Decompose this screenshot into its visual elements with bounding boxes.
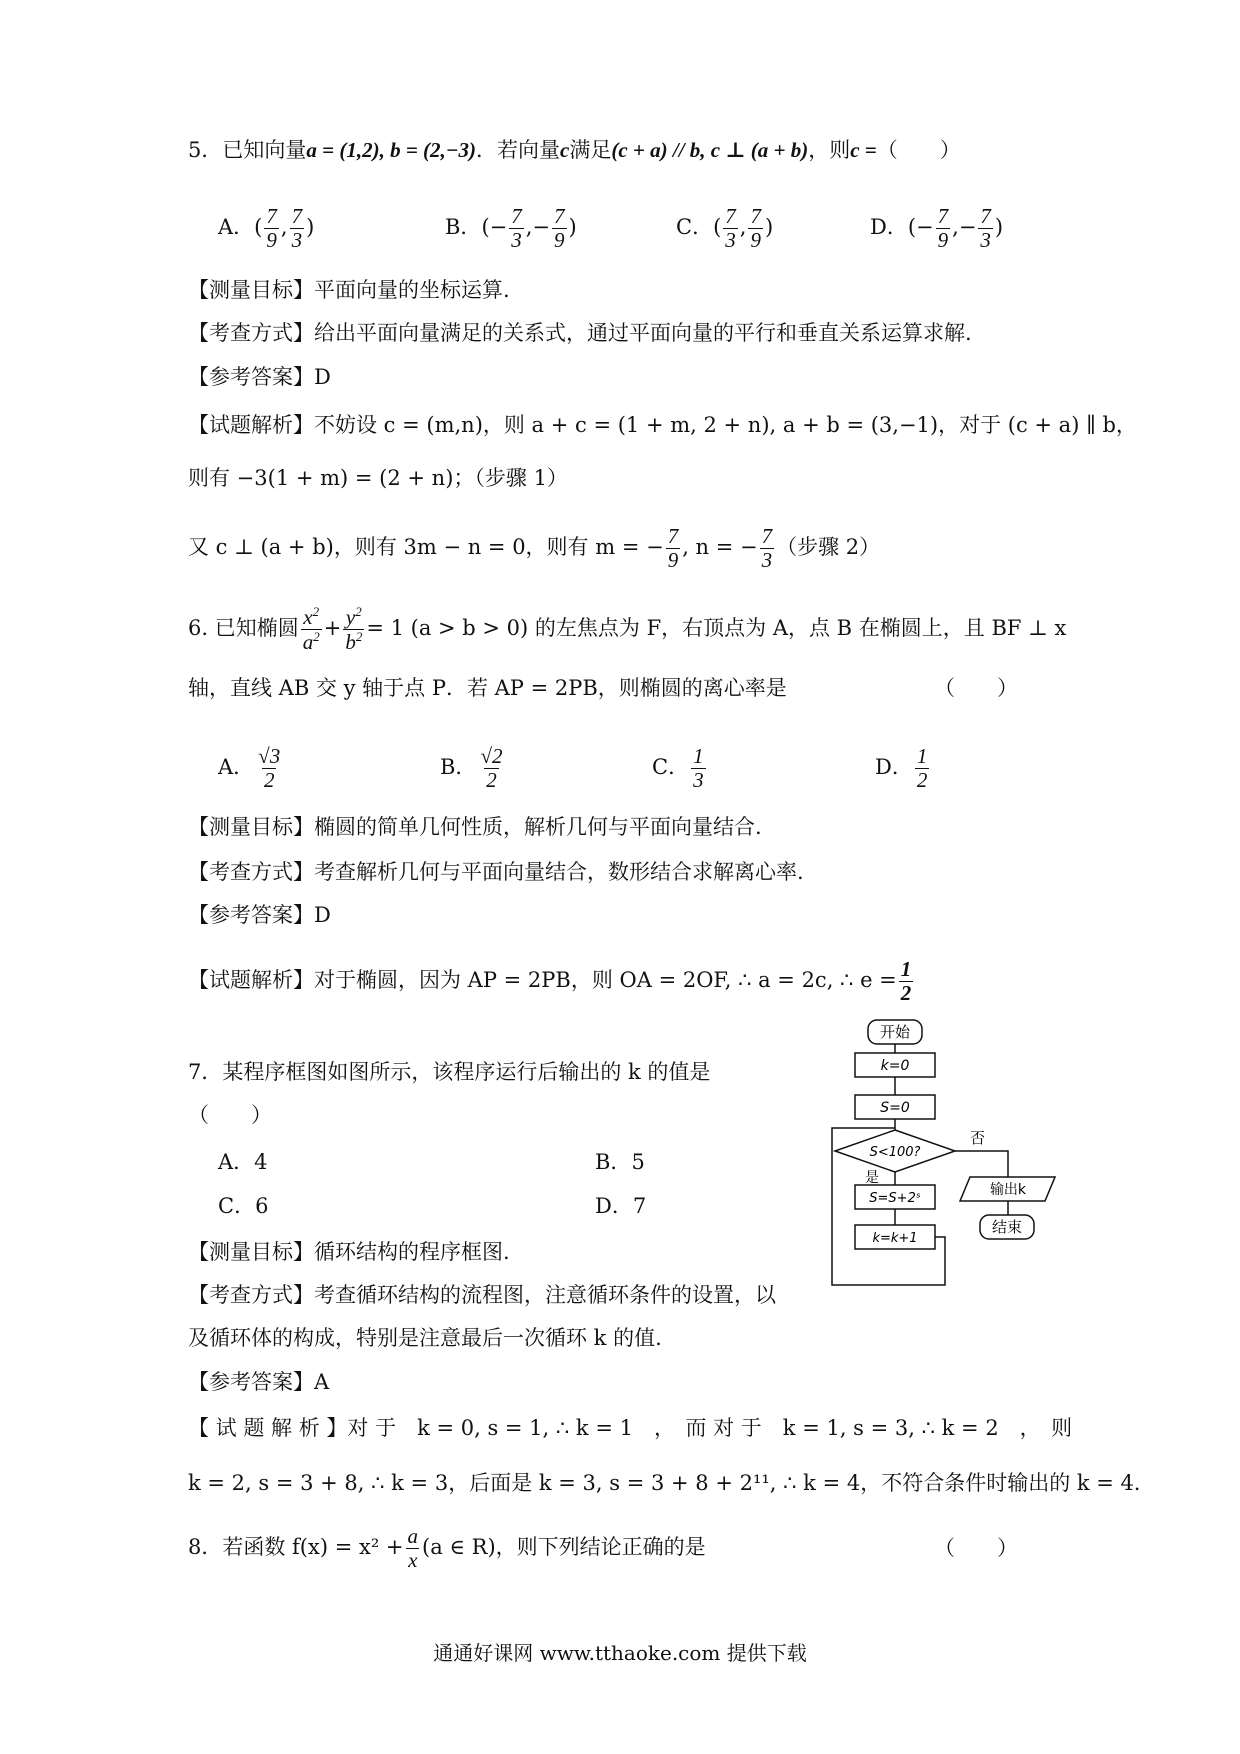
q7-target-tag: 【测量目标】 — [188, 1240, 314, 1264]
q7-method-2 — [188, 1323, 662, 1353]
q6-target — [188, 812, 762, 842]
q5-analysis-3a: 又 c ⊥ (a + b)，则有 3m − n = 0，则有 m = − — [188, 535, 664, 560]
q7-option-a — [218, 1147, 268, 1177]
q5-option-d: D．(− $\frac{7}{9}$ ,− $\frac{7}{3}$ ) — [870, 204, 1004, 253]
q7-target — [188, 1237, 510, 1267]
q5-stem-c: c — [560, 138, 570, 162]
q5-option-d-frac2: $\frac{7}{3}$ — [980, 204, 991, 253]
q7-answer-tag: 【参考答案】 — [188, 1370, 314, 1394]
q6-option-a-label: A． — [218, 755, 255, 780]
q6-option-b — [440, 745, 506, 792]
q5-target-tag: 【测量目标】 — [188, 278, 314, 302]
q6-method-tag: 【考查方式】 — [188, 860, 314, 884]
q5-stem-text-d: 满足 — [569, 138, 612, 162]
q7-option-b-value: 5 — [631, 1150, 645, 1174]
q7-option-c-value: 6 — [255, 1194, 269, 1218]
q5-stem-math: a = (1,2), b = (2,−3) — [306, 138, 477, 162]
q6-frac-y: $\frac{y^2}{b^2}$ — [345, 604, 363, 655]
q7-option-c-label: C． — [218, 1194, 256, 1218]
q5-analysis-2-text: 则有 −3(1 + m) = (2 + n)；（步骤 1） — [188, 466, 568, 490]
q6-answer-text: D — [314, 903, 331, 927]
q5-analysis-frac-m: $\frac{7}{9}$ — [667, 524, 679, 573]
q7-answer-text: A — [314, 1370, 330, 1394]
q8-stem-a: 8．若函数 f(x) = x² + — [188, 1535, 404, 1560]
q5-option-b-frac2: $\frac{7}{9}$ — [554, 204, 565, 253]
q6-stem-1a: 6. 已知椭圆 — [188, 616, 299, 641]
q6-analysis-tag: 【试题解析】 — [188, 968, 314, 993]
q5-option-c-label: C． — [676, 215, 714, 240]
q5-option-c-frac1: $\frac{7}{3}$ — [725, 204, 736, 253]
q7-option-d-label: D． — [595, 1194, 633, 1218]
q5-stem-paren: （ ） — [876, 138, 961, 162]
q7-option-b — [595, 1147, 645, 1177]
q7-method-tag: 【考查方式】 — [188, 1283, 314, 1307]
q7-option-d — [595, 1191, 646, 1221]
q6-stem-1b: = 1 (a > b > 0) 的左焦点为 F，右顶点为 A，点 B 在椭圆上，且 BF ⊥ x — [366, 616, 1067, 641]
q5-option-b: B．(− $\frac{7}{3}$ ,− $\frac{7}{9}$ ) — [445, 204, 577, 253]
q6-method — [188, 857, 804, 887]
q6-option-b-frac — [478, 745, 504, 792]
q5-stem-math3: c = — [850, 138, 877, 162]
q5-stem — [188, 135, 961, 165]
q7-option-c — [218, 1191, 268, 1221]
flow-yes-label: 是 — [865, 1170, 879, 1186]
page-footer: 通通好课网 www.tthaoke.com 提供下载 — [433, 1641, 807, 1665]
q7-option-a-label: A． — [218, 1150, 255, 1174]
q6-target-text: 椭圆的简单几何性质，解析几何与平面向量结合. — [314, 815, 762, 839]
q6-stem-paren: （ ） — [934, 676, 1018, 700]
q7-option-b-label: B． — [595, 1150, 632, 1174]
q6-option-d-den: 2 — [916, 768, 928, 793]
q7-stem-2-text: （ ） — [188, 1103, 272, 1127]
q6-stem-1: 6. 已知椭圆 $\frac{x^2}{a^2}$ + $\frac{y^2}{b^2}$ = 1 (a > b > 0) 的左焦点为 F，右顶点为 A，点 B 在椭圆上，且 BF ⊥ x — [188, 604, 1067, 655]
q8-stem-paren: （ ） — [934, 1536, 1018, 1560]
flow-output-label: 输出k — [989, 1182, 1027, 1198]
q6-option-c-label: C． — [652, 755, 690, 780]
flow-no-line — [955, 1151, 1008, 1177]
q6-option-a-den: 2 — [263, 768, 275, 793]
q7-option-d-value: 7 — [632, 1194, 647, 1218]
q6-stem-2 — [188, 673, 1018, 703]
q6-option-b-num: √2 — [480, 744, 503, 768]
q5-analysis-1-text: 不妨设 c = (m,n)，则 a + c = (1 + m, 2 + n), a + b = (3,−1)，对于 (c + a) ∥ b， — [314, 413, 1137, 437]
q7-method-1-text: 考查循环结构的流程图，注意循环条件的设置，以 — [314, 1283, 776, 1307]
flow-update-s-label: S=S+2ˢ — [869, 1191, 921, 1206]
q7-analysis-tag: 【 试 题 解 析 】 — [188, 1416, 348, 1440]
q5-analysis-3 — [188, 525, 880, 572]
flow-no-label: 否 — [970, 1129, 986, 1147]
q5-method-text: 给出平面向量满足的关系式，通过平面向量的平行和垂直关系运算求解. — [314, 321, 972, 345]
q5-option-b-frac1: $\frac{7}{3}$ — [511, 204, 522, 253]
q5-stem-text-a: 5．已知向量 — [188, 138, 307, 162]
q7-answer — [188, 1367, 329, 1397]
q5-option-a-frac2: $\frac{7}{3}$ — [291, 204, 303, 253]
q6-target-tag: 【测量目标】 — [188, 815, 314, 839]
q7-analysis-2-text: k = 2, s = 3 + 8, ∴ k = 3，后面是 k = 3, s = 3 + 8 + 2¹¹, ∴ k = 4，不符合条件时输出的 k = 4． — [188, 1471, 1155, 1495]
flow-s0-label: S=0 — [880, 1100, 910, 1116]
q6-analysis — [188, 958, 915, 1005]
q5-analysis-frac-n: $\frac{7}{3}$ — [761, 524, 773, 573]
q5-answer — [188, 362, 331, 392]
q7-stem-2 — [188, 1100, 272, 1130]
q5-method — [188, 318, 972, 348]
q7-analysis-2 — [188, 1468, 1155, 1498]
q5-option-a-frac1: $\frac{7}{9}$ — [266, 204, 277, 253]
q5-answer-tag: 【参考答案】 — [188, 365, 314, 389]
q5-analysis-tag: 【试题解析】 — [188, 413, 314, 437]
q7-method-2-text: 及循环体的构成，特别是注意最后一次循环 k 的值. — [188, 1326, 662, 1350]
q5-answer-text: D — [314, 365, 331, 389]
q6-option-d-label: D． — [875, 755, 913, 780]
flow-end-label: 结束 — [991, 1218, 1023, 1236]
q6-option-c-num: 1 — [693, 744, 704, 768]
q6-option-b-den: 2 — [486, 768, 497, 793]
q6-answer-tag: 【参考答案】 — [188, 903, 314, 927]
q6-option-d — [875, 745, 931, 792]
q7-stem-1-text: 7．某程序框图如图所示，该程序运行后输出的 k 的值是 — [188, 1060, 711, 1084]
q7-target-text: 循环结构的程序框图. — [314, 1240, 510, 1264]
q6-answer — [188, 900, 331, 930]
q6-analysis-frac: $\frac{1}{2}$ — [900, 957, 912, 1006]
q7-analysis-1-text: 对 于 k = 0, s = 1, ∴ k = 1 ， 而 对 于 k = 1, s = 3, ∴ k = 2 ， 则 — [347, 1416, 1073, 1440]
q5-option-a: A．( $\frac{7}{9}$ , $\frac{7}{3}$ ) — [218, 204, 315, 253]
q8-stem — [188, 1525, 1018, 1572]
q5-option-c: C．( $\frac{7}{3}$ , $\frac{7}{9}$ ) — [676, 204, 774, 253]
q8-stem-b: (a ∈ R)，则下列结论正确的是 — [422, 1535, 706, 1560]
q7-analysis-1 — [188, 1413, 1072, 1443]
q6-option-b-label: B． — [440, 755, 477, 780]
q6-option-a-frac — [256, 745, 282, 792]
q6-option-c — [652, 745, 708, 792]
q5-option-a-label: A． — [218, 215, 255, 240]
q5-option-c-frac2: $\frac{7}{9}$ — [750, 204, 761, 253]
q6-option-c-den: 3 — [693, 768, 704, 793]
flow-update-k-label: k=k+1 — [872, 1231, 918, 1246]
q5-option-b-label: B． — [445, 215, 482, 240]
flow-cond-label: S<100? — [869, 1145, 921, 1160]
q5-stem-text-e: ，则 — [808, 138, 851, 162]
q8-frac: $\frac{a}{x}$ — [407, 1524, 419, 1573]
q7-option-a-value: 4 — [254, 1150, 268, 1174]
q6-option-c-frac — [691, 745, 706, 792]
flow-k0-label: k=0 — [880, 1058, 910, 1074]
q5-analysis-3c: （步骤 2） — [776, 535, 881, 560]
q6-analysis-text: 对于椭圆，因为 AP = 2PB，则 OA = 2OF, ∴ a = 2c, ∴ e = — [314, 968, 897, 993]
q5-stem-text-b: ．若向量 — [476, 138, 561, 162]
q7-stem-1 — [188, 1057, 710, 1087]
q6-option-a-num: √3 — [258, 744, 281, 768]
flowchart — [820, 1015, 1070, 1290]
q5-option-d-frac1: $\frac{7}{9}$ — [937, 204, 949, 253]
q5-option-d-label: D． — [870, 215, 908, 240]
q5-analysis-1 — [188, 410, 1137, 440]
q6-method-text: 考查解析几何与平面向量结合，数形结合求解离心率. — [314, 860, 804, 884]
q5-analysis-3b: , n = − — [682, 535, 758, 560]
q5-target — [188, 275, 510, 305]
q5-analysis-2 — [188, 463, 568, 493]
q5-stem-math2: (c + a) // b, c ⊥ (a + b) — [611, 138, 809, 162]
q6-frac-x: $\frac{x^2}{a^2}$ — [302, 604, 320, 655]
q6-stem-2-text: 轴，直线 AB 交 y 轴于点 P．若 AP = 2PB，则椭圆的离心率是 — [188, 676, 787, 700]
flow-start-label: 开始 — [879, 1023, 911, 1041]
q6-option-a — [218, 745, 284, 792]
q5-target-text: 平面向量的坐标运算. — [314, 278, 510, 302]
q6-option-d-frac — [915, 745, 930, 792]
q5-method-tag: 【考查方式】 — [188, 321, 314, 345]
q7-method-1 — [188, 1280, 776, 1310]
q6-option-d-num: 1 — [916, 744, 928, 768]
